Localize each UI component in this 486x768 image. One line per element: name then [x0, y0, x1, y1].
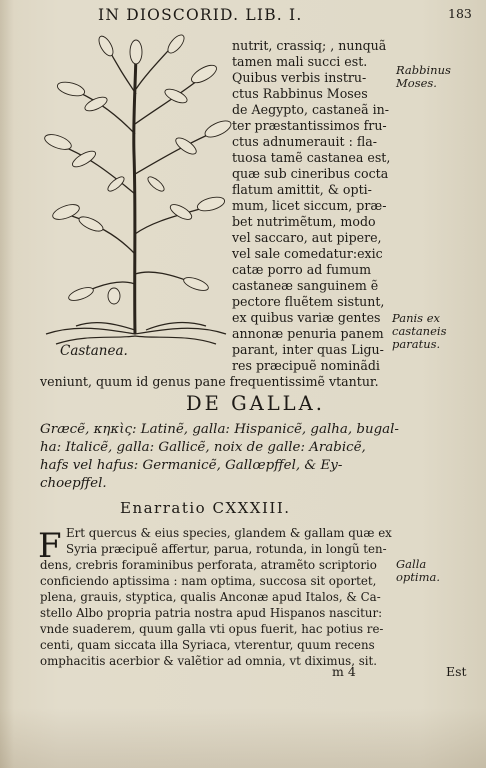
text-line: quæ sub cineribus cocta [232, 166, 389, 181]
text-line: omphacitis acerbior & valẽtior ad omnia, vt diximus, sit. [40, 654, 378, 668]
text-line: bet nutrimẽtum, modo [232, 214, 376, 229]
catchword: Est [446, 664, 467, 679]
section-heading: DE GALLA. [186, 392, 325, 415]
text-line: vel saccaro, aut pipere, [232, 230, 382, 245]
marginal-note: Panis ex castaneis paratus. [392, 311, 447, 351]
text-line: de Aegypto, castaneã in- [232, 102, 390, 117]
text-line: Syria præcipuẽ affertur, parua, rotunda, in longũ ten- [66, 542, 387, 556]
synonyms-line: hafs vel hafus: Germanicẽ, Gallœpffel, & Ey- [40, 458, 343, 473]
text-line: parant, inter quas Ligu- [232, 342, 384, 357]
marginal-note: Galla optima. [396, 557, 441, 584]
synonyms-line: Græcẽ, κηκὶς: Latinẽ, galla: Hispanicẽ, galha, bugal- [40, 422, 399, 437]
text-line: ctus Rabbinus Moses [232, 86, 368, 101]
text-line: res præcipuẽ nominãdi [232, 358, 380, 373]
page-number: 183 [448, 6, 472, 21]
text-line: tamen mali succi est. [232, 54, 368, 69]
text-line: ctus adnumerauit : fla- [232, 134, 378, 149]
text-line: centi, quam siccata illa Syriaca, vterentur, quum recens [40, 638, 375, 652]
synonyms-line: choepffel. [40, 476, 107, 491]
synonyms-line: ha: Italicẽ, galla: Gallicẽ, noix de galle: Arabicẽ, [40, 440, 366, 455]
running-head: IN DIOSCORID. LIB. I. [98, 6, 303, 24]
enarratio-heading: Enarratio CXXXIII. [120, 499, 291, 517]
signature-mark: m 4 [332, 664, 356, 679]
text-line: tuosa tamẽ castanea est, [232, 150, 391, 165]
text-line: vnde suaderem, quum galla vti opus fuerit, hac potius re- [40, 622, 384, 636]
text-line: castaneæ sanguinem ẽ [232, 278, 379, 293]
text-line: ex quibus variæ gentes [232, 310, 381, 325]
text-line: Ert quercus & eius species, glandem & gallam quæ ex [66, 526, 392, 540]
text-line: flatum amittit, & opti- [232, 182, 372, 197]
text-line: plena, grauis, styptica, qualis Anconæ apud Italos, & Ca- [40, 590, 381, 604]
text-line: annonæ penuria panem [232, 326, 384, 341]
text-line: ter præstantissimos fru- [232, 118, 387, 133]
text-line: vel sale comedatur:exic [232, 246, 383, 261]
text-line: veniunt, quum id genus pane frequentissimẽ vtantur. [40, 374, 379, 389]
text-line: conficiendo aptissima : nam optima, succosa sit oportet, [40, 574, 377, 588]
text-line: nutrit, crassiq; , nunquã [232, 38, 387, 53]
text-line: dens, crebris foraminibus perforata, atramẽto scriptorio [40, 558, 377, 572]
figure-caption: Castanea. [60, 343, 128, 359]
text-line: mum, licet siccum, præ- [232, 198, 387, 213]
marginal-note: Rabbinus Moses. [396, 63, 451, 90]
text-line: stello Albo propria patria nostra apud Hispanos nascitur: [40, 606, 383, 620]
text-line: catæ porro ad fumum [232, 262, 372, 277]
text-line: pectore fluẽtem sistunt, [232, 294, 385, 309]
drop-capital: F [38, 526, 62, 566]
text-line: Quibus verbis instru- [232, 70, 367, 85]
chestnut-tree-woodcut [36, 34, 234, 352]
